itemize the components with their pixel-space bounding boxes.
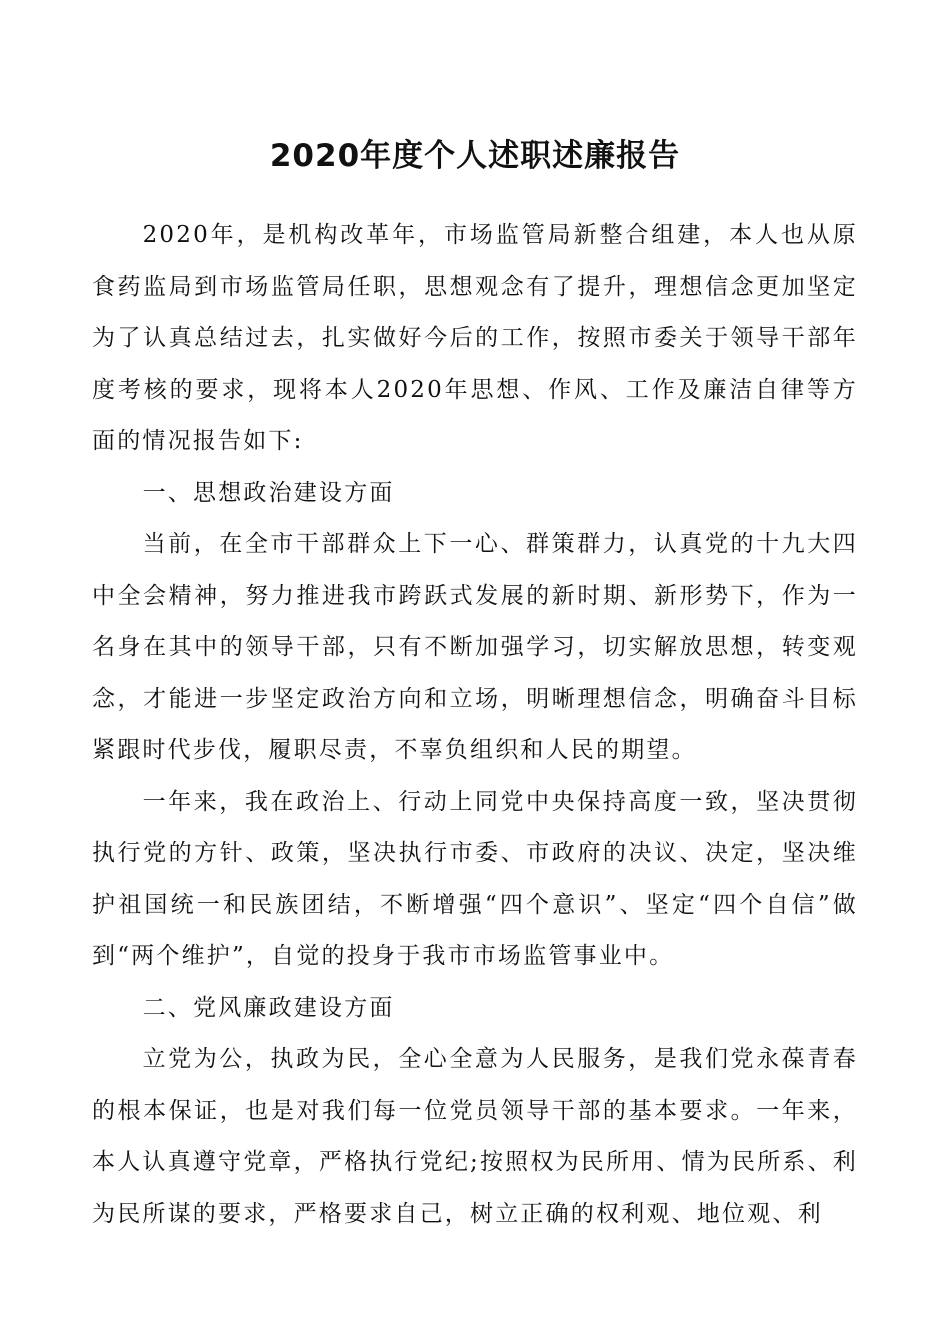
document-body (92, 210, 858, 1240)
section-heading-1: 一、思想政治建设方面 (142, 479, 395, 506)
document-title: 2020年度个人述职述廉报告 (269, 138, 681, 174)
section-heading-2: 二、党风廉政建设方面 (142, 994, 395, 1021)
paragraph-section1-a: 当前，在全市干部群众上下一心、群策群力，认真党的十九大四中全会精神，努力推进我市跨跃式发展的新时期、新形势下，作为一名身在其中的领导干部，只有不断加强学习，切实解放思想，转变观念，才能进一步坚定政治方向和立场，明晰理想信念，明确奋斗目标紧跟时代步伐，履职尽责，不辜负组织和人民的期望。 (92, 531, 858, 763)
paragraph-section1-b: 一年来，我在政治上、行动上同党中央保持高度一致，坚决贯彻执行党的方针、政策，坚决执行市委、市政府的决议、决定，坚决维护祖国统一和民族团结，不断增强“四个意识”、坚定“四个自信”做到“两个维护”，自觉的投身于我市市场监管事业中。 (92, 788, 858, 969)
paragraph-section2-a: 立党为公，执政为民，全心全意为人民服务，是我们党永葆青春的根本保证，也是对我们每一位党员领导干部的基本要求。一年来，本人认真遵守党章，严格执行党纪;按照权为民所用、情为民所系、利为民所谋的要求，严格要求自己，树立正确的权利观、地位观、利 (92, 1046, 858, 1227)
paragraph-intro: 2020年，是机构改革年，市场监管局新整合组建，本人也从原食药监局到市场监管局任职，思想观念有了提升，理想信念更加坚定为了认真总结过去，扎实做好今后的工作，按照市委关于领导干部年度考核的要求，现将本人2020年思想、作风、工作及廉洁自律等方面的情况报告如下: (92, 222, 858, 454)
